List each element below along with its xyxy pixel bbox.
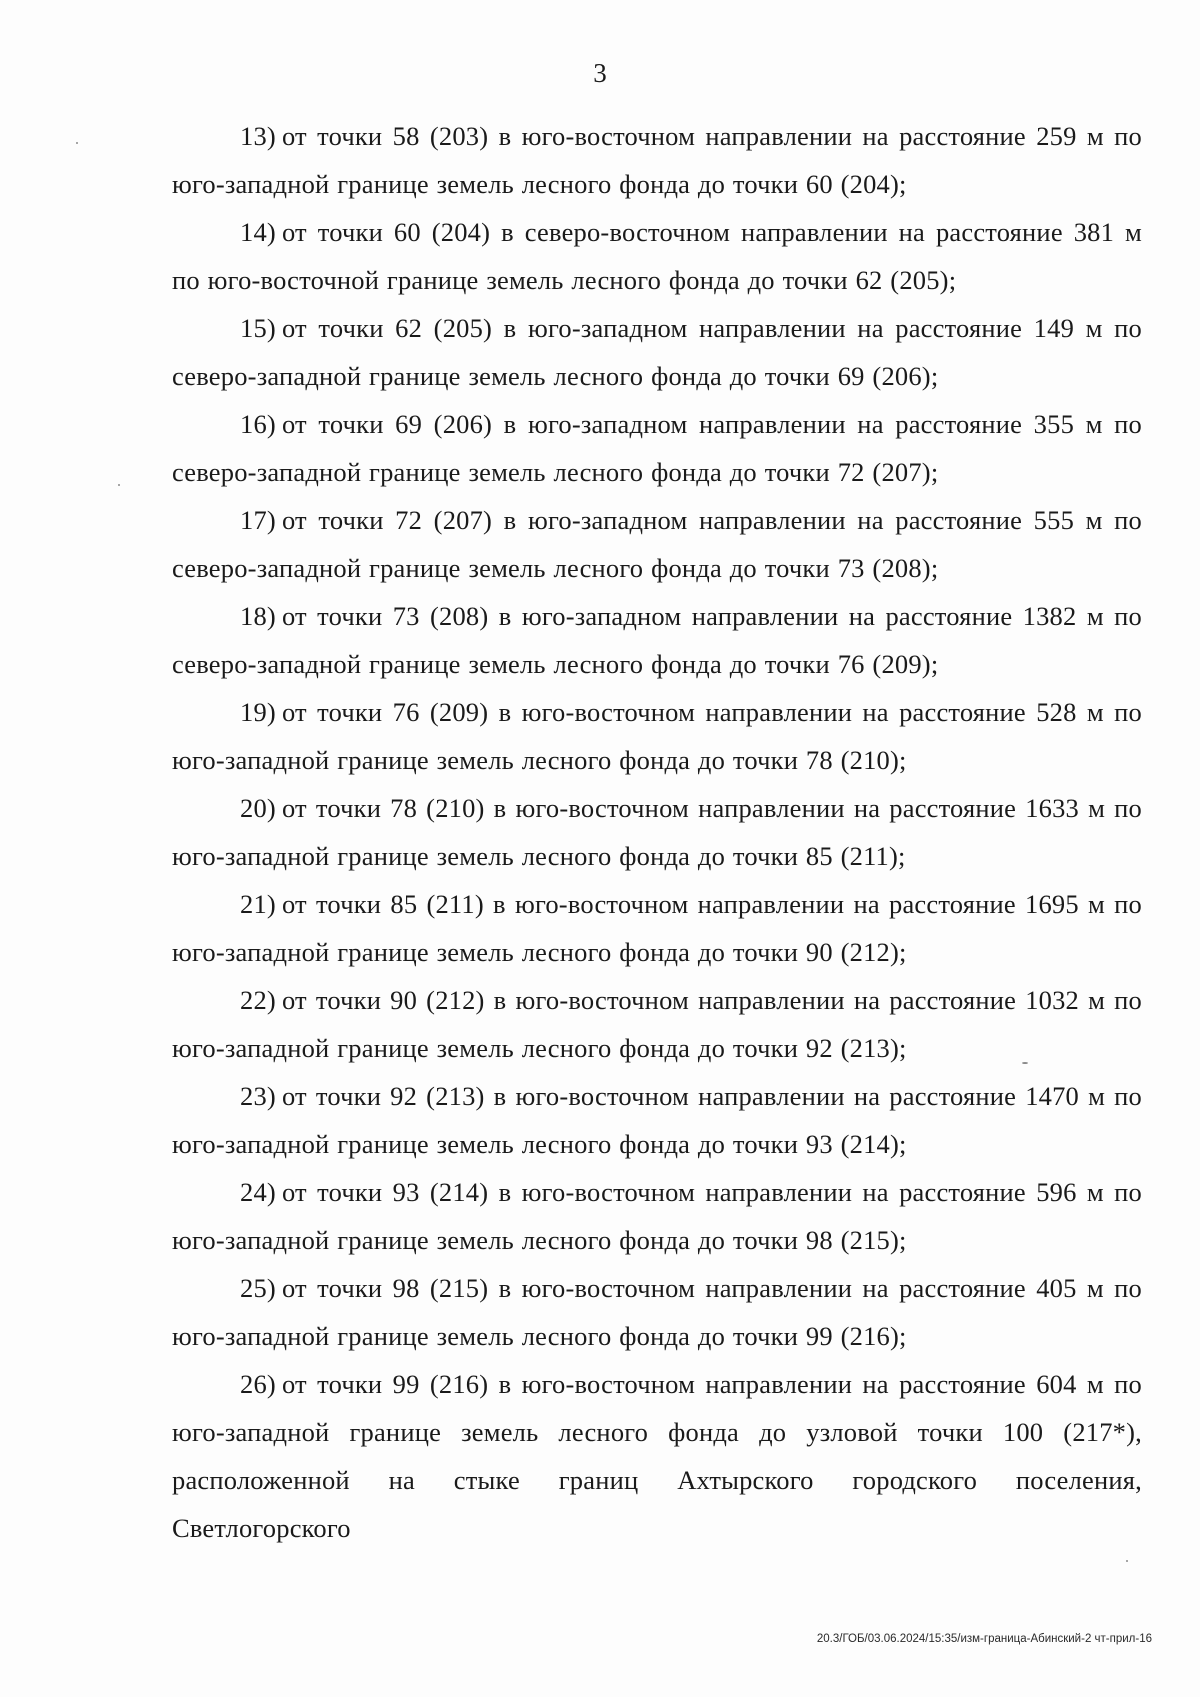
list-item	[172, 592, 1142, 688]
item-number: 18)	[240, 601, 276, 631]
item-number: 16)	[240, 409, 276, 439]
page-number: 3	[593, 58, 607, 88]
list-item	[172, 208, 1142, 304]
item-text: от точки 85 (211) в юго-восточном направлении на расстояние 1695 м по юго-западной границе земель лесного фонда до точки 90 (212);	[172, 889, 1142, 967]
list-item	[172, 304, 1142, 400]
list-item	[172, 976, 1142, 1072]
item-text: от точки 93 (214) в юго-восточном направлении на расстояние 596 м по юго-западной границе земель лесного фонда до точки 98 (215);	[172, 1177, 1142, 1255]
list-item	[172, 400, 1142, 496]
scan-speck	[1126, 1560, 1128, 1562]
item-text: от точки 69 (206) в юго-западном направлении на расстояние 355 м по северо-западной границе земель лесного фонда до точки 72 (207);	[172, 409, 1142, 487]
item-text: от точки 72 (207) в юго-западном направлении на расстояние 555 м по северо-западной границе земель лесного фонда до точки 73 (208);	[172, 505, 1142, 583]
item-text: от точки 58 (203) в юго-восточном направлении на расстояние 259 м по юго-западной границе земель лесного фонда до точки 60 (204);	[172, 121, 1142, 199]
item-number: 24)	[240, 1177, 276, 1207]
item-number: 13)	[240, 121, 276, 151]
scan-speck	[118, 484, 120, 486]
item-number: 17)	[240, 505, 276, 535]
item-text: от точки 62 (205) в юго-западном направлении на расстояние 149 м по северо-западной границе земель лесного фонда до точки 69 (206);	[172, 313, 1142, 391]
item-number: 14)	[240, 217, 276, 247]
item-number: 23)	[240, 1081, 276, 1111]
item-number: 22)	[240, 985, 276, 1015]
item-text: от точки 78 (210) в юго-восточном направлении на расстояние 1633 м по юго-западной границе земель лесного фонда до точки 85 (211);	[172, 793, 1142, 871]
item-text: от точки 98 (215) в юго-восточном направлении на расстояние 405 м по юго-западной границе земель лесного фонда до точки 99 (216);	[172, 1273, 1142, 1351]
list-item	[172, 688, 1142, 784]
item-number: 19)	[240, 697, 276, 727]
item-text: от точки 92 (213) в юго-восточном направлении на расстояние 1470 м по юго-западной границе земель лесного фонда до точки 93 (214);	[172, 1081, 1142, 1159]
list-item	[172, 496, 1142, 592]
item-number: 25)	[240, 1273, 276, 1303]
scan-speck	[76, 142, 78, 144]
item-text: от точки 60 (204) в северо-восточном направлении на расстояние 381 м по юго-восточной границе земель лесного фонда до точки 62 (205);	[172, 217, 1142, 295]
item-text: от точки 73 (208) в юго-западном направлении на расстояние 1382 м по северо-западной границе земель лесного фонда до точки 76 (209);	[172, 601, 1142, 679]
item-number: 20)	[240, 793, 276, 823]
list-item	[172, 880, 1142, 976]
list-item	[172, 1072, 1142, 1168]
item-number: 15)	[240, 313, 276, 343]
list-item	[172, 784, 1142, 880]
item-text: от точки 99 (216) в юго-восточном направлении на расстояние 604 м по юго-западной границе земель лесного фонда до узловой точки 100 (217*), расположенной на стыке границ Ахтырского городского поселения, Светлогорского	[172, 1369, 1142, 1543]
list-item	[172, 112, 1142, 208]
boundary-description-list	[172, 112, 1142, 1552]
scan-speck	[1022, 1062, 1028, 1064]
item-number: 21)	[240, 889, 276, 919]
item-text: от точки 76 (209) в юго-восточном направлении на расстояние 528 м по юго-западной границе земель лесного фонда до точки 78 (210);	[172, 697, 1142, 775]
item-text: от точки 90 (212) в юго-восточном направлении на расстояние 1032 м по юго-западной границе земель лесного фонда до точки 92 (213);	[172, 985, 1142, 1063]
list-item	[172, 1264, 1142, 1360]
item-number: 26)	[240, 1369, 276, 1399]
list-item	[172, 1168, 1142, 1264]
list-item	[172, 1360, 1142, 1552]
document-footer-code: 20.3/ГОБ/03.06.2024/15:35/изм-граница-Абинский-2 чт-прил-16	[816, 1633, 1152, 1645]
